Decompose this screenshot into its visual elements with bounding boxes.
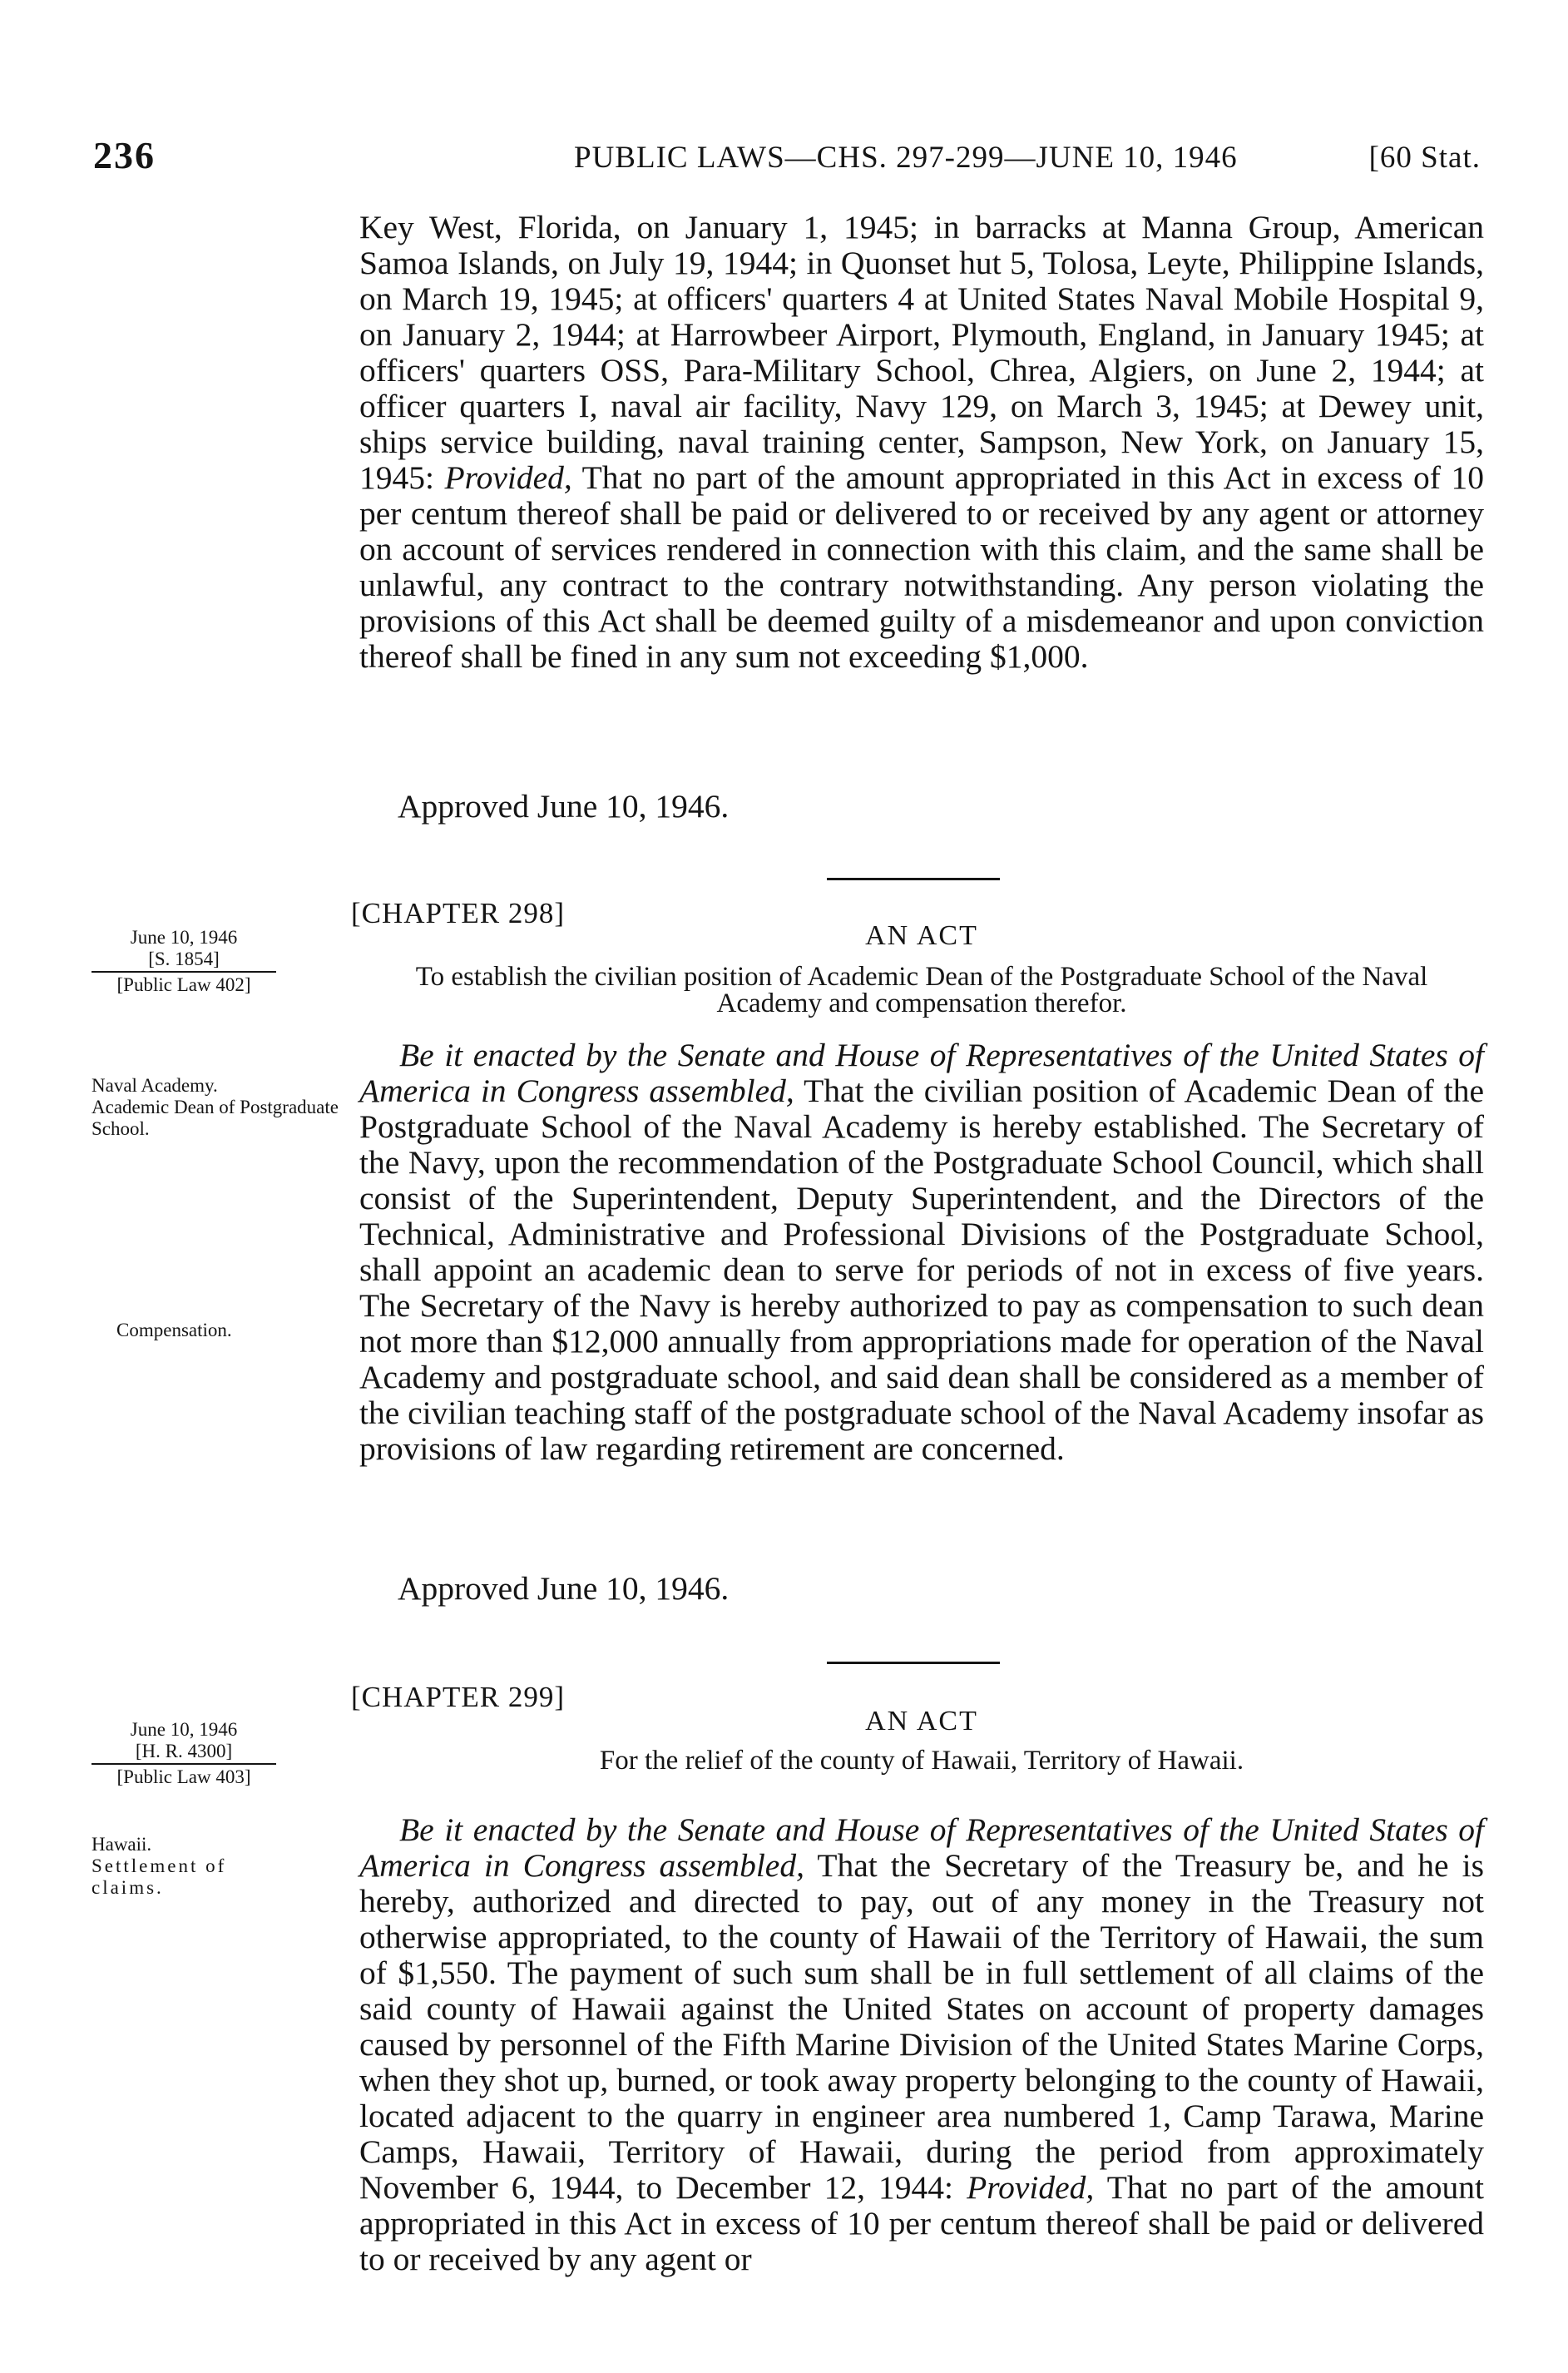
margin-rule [92, 971, 276, 973]
section-divider-2 [827, 1662, 1000, 1664]
continuation-text: Key West, Florida, on January 1, 1945; in barracks at Manna Group, American Samoa Islands, on July 19, 1944; in Quonset hut 5, Tolosa, Leyte, Philippine Islands, on March 19, 1945; at officers' quarters 4 at United States Naval Mobile Hospital 9, on January 2, 1944; at Harrowbeer Airport, Plymouth, England, in January 1945; at officers' quarters OSS, Para-Military School, Chrea, Algiers, on June 2, 1944; at officer quarters I, naval air facility, Navy 129, on March 3, 1945; at Dewey unit, ships service building, naval training center, Sampson, New York, on January 15, 1945: [359, 209, 1484, 496]
approval-line-298: Approved June 10, 1946. [398, 1570, 730, 1607]
margin-subtopic-299: Settlement of claims. [92, 1855, 227, 1898]
chapter-299-margin-note [92, 1719, 276, 1788]
chapter-299-body [359, 1812, 1484, 2277]
continuation-text-2: That no part of the amount appropriated in this Act in excess of 10 per centum thereof shall be paid or delivered to or received by any agent or attorney on account of services rendered in connection with this claim, and the same shall be unlawful, any contract to the contrary notwithstanding. Any person violating the provisions of this Act shall be deemed guilty of a misdemeanor and upon conviction thereof shall be fined in any sum not exceeding $1,000. [359, 459, 1484, 675]
enacting-clause-298: Be it enacted by the Senate and House of Representatives of the United States of America in Congress assembled, [359, 1037, 1484, 1109]
chapter-298-body [359, 1038, 1484, 1467]
margin-date-299: June 10, 1946 [130, 1719, 238, 1740]
chapter-298-act-label: AN ACT [865, 920, 978, 951]
approval-line-297: Approved June 10, 1946. [398, 788, 730, 825]
running-title: PUBLIC LAWS—CHS. 297-299—JUNE 10, 1946 [574, 141, 1238, 175]
enacting-clause-299: Be it enacted by the Senate and House of Representatives of the United States of America in Congress assembled, [359, 1811, 1484, 1884]
provided-clause: Provided, [444, 459, 572, 496]
chapter-298-title: To establish the civilian position of Academic Dean of the Postgraduate School of the Naval Academy and compensation therefor. [415, 962, 1428, 1018]
margin-subtopic: Academic Dean of Postgraduate School. [92, 1097, 339, 1139]
continuation-paragraph [359, 210, 1484, 675]
section-divider [827, 878, 1000, 880]
page-header [93, 133, 1481, 175]
chapter-299-text: That the Secretary of the Treasury be, and he is hereby, authorized and directed to pay, out of any money in the Treasury not otherwise appropriated, to the county of Hawaii of the Territory of Hawaii, the sum of $1,550. The payment of such sum shall be in full settlement of all claims of the said county of Hawaii against the United States on account of property damages caused by personnel of the Fifth Marine Division of the United States Marine Corps, when they shot up, burned, or took away property belonging to the county of Hawaii, located adjacent to the quarry in engineer area numbered 1, Camp Tarawa, Marine Camps, Hawaii, Territory of Hawaii, during the period from approximately November 6, 1944, to December 12, 1944: [359, 1847, 1484, 2206]
compensation-note: Compensation. [116, 1320, 232, 1340]
chapter-298-topic-note [92, 1075, 341, 1140]
chapter-299-topic-note [92, 1834, 299, 1899]
margin-date: June 10, 1946 [130, 927, 238, 948]
chapter-299-heading: [CHAPTER 299] [351, 1681, 566, 1713]
margin-public-law: [Public Law 402] [116, 974, 251, 995]
chapter-298-text: That the civilian position of Academic Dean of the Postgraduate School of the Naval Academy is hereby established. The Secretary of the Navy, upon the recommendation of the Postgraduate School Council, which shall consist of the Superintendent, Deputy Superintendent, and the Directors of the Technical, Administrative and Professional Divisions of the Postgraduate School, shall appoint an academic dean to serve for periods of not in excess of five years. The Secretary of the Navy is hereby authorized to pay as compensation to such dean not more than $12,000 annually from appropriations made for operation of the Naval Academy and postgraduate school, and said dean shall be considered as a member of the civilian teaching staff of the postgraduate school of the Naval Academy insofar as provisions of law regarding retirement are concerned. [359, 1073, 1484, 1467]
chapter-299-text-2: That no part of the amount appropriated in this Act in excess of 10 per centum thereof shall be paid or delivered to or received by any agent or [359, 2169, 1485, 2277]
page-number: 236 [93, 134, 156, 176]
volume-reference: [60 Stat. [1368, 141, 1481, 175]
margin-topic: Naval Academy. [92, 1075, 218, 1096]
chapter-299-title: For the relief of the county of Hawaii, Territory of Hawaii. [599, 1746, 1244, 1776]
provided-clause-299: Provided, [967, 2169, 1095, 2206]
chapter-299-act-label: AN ACT [865, 1706, 978, 1736]
margin-public-law-299: [Public Law 403] [116, 1766, 251, 1787]
chapter-298-heading: [CHAPTER 298] [351, 897, 566, 929]
margin-topic-299: Hawaii. [92, 1834, 152, 1855]
margin-bill-number-299: [H. R. 4300] [135, 1741, 233, 1761]
chapter-298-margin-note [92, 927, 276, 996]
margin-bill-number: [S. 1854] [148, 949, 220, 969]
margin-rule-299 [92, 1763, 276, 1765]
